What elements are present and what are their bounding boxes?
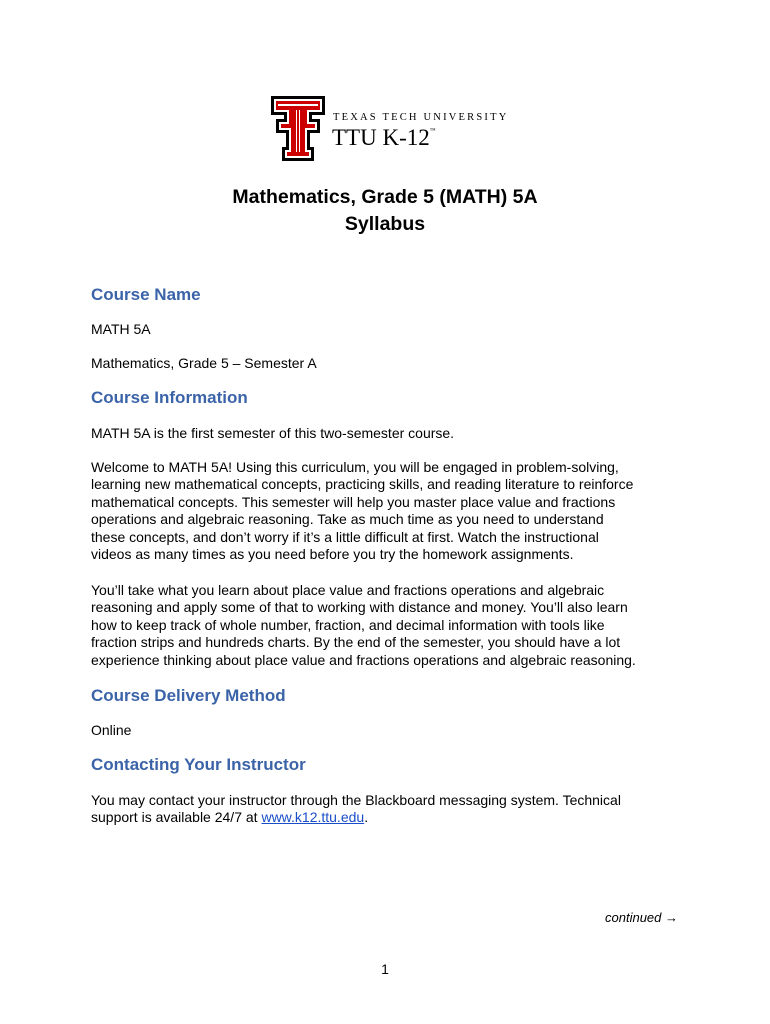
page-number: 1 (381, 961, 389, 977)
ttu-logo (270, 95, 510, 165)
trademark-mark: ™ (429, 128, 436, 134)
paragraph-line: how to keep track of whole number, fraction, and decimal information with tools like (91, 616, 605, 633)
paragraph-line: mathematical concepts. This semester will help you master place value and fractions (91, 493, 616, 510)
delivery-method-value: Online (91, 722, 132, 738)
continued-indicator: continued → (605, 910, 678, 925)
paragraph-line: videos as many times as you need before you try the homework assignments. (91, 546, 574, 563)
logo-program-text: TTU K-12™ (332, 125, 436, 150)
paragraph-line: You may contact your instructor through the Blackboard messaging system. Technical (91, 792, 621, 808)
paragraph-line: fraction strips and hundreds charts. By the end of the semester, you should have a lot (91, 634, 621, 651)
course-full-name: Mathematics, Grade 5 – Semester A (91, 355, 317, 371)
paragraph-line: You’ll take what you learn about place value and fractions operations and algebraic (91, 582, 605, 598)
paragraph-line: learning new mathematical concepts, practicing skills, and reading literature to reinforce (91, 476, 634, 493)
paragraph-line: these concepts, and don’t worry if it’s a little difficult at first. Watch the instructional (91, 528, 599, 545)
logo-university-text: TEXAS TECH UNIVERSITY (333, 112, 509, 123)
heading-course-information: Course Information (91, 388, 248, 407)
paragraph-line: Welcome to MATH 5A! Using this curriculum, you will be engaged in problem-solving, (91, 459, 619, 475)
course-info-outcomes-paragraph (91, 582, 691, 669)
double-t-logo-icon (270, 95, 330, 163)
contact-paragraph (91, 792, 691, 827)
heading-course-name: Course Name (91, 285, 201, 304)
document-subtitle: Syllabus (344, 213, 426, 235)
heading-contacting-instructor: Contacting Your Instructor (91, 755, 306, 774)
paragraph-line: reasoning and apply some of that to working with distance and money. You’ll also learn (91, 599, 628, 616)
heading-course-delivery: Course Delivery Method (91, 686, 286, 705)
document-title: Mathematics, Grade 5 (MATH) 5A (232, 186, 538, 208)
paragraph-line: support is available 24/7 at www.k12.ttu.edu. (91, 809, 369, 826)
course-info-intro: MATH 5A is the first semester of this two-semester course. (91, 425, 455, 441)
paragraph-line: experience thinking about place value and fractions operations and algebraic reasoning. (91, 651, 636, 668)
course-info-welcome-paragraph (91, 459, 691, 563)
k12-website-link[interactable]: www.k12.ttu.edu (261, 809, 365, 826)
course-code: MATH 5A (91, 321, 151, 337)
paragraph-line: operations and algebraic reasoning. Take as much time as you need to understand (91, 511, 604, 528)
